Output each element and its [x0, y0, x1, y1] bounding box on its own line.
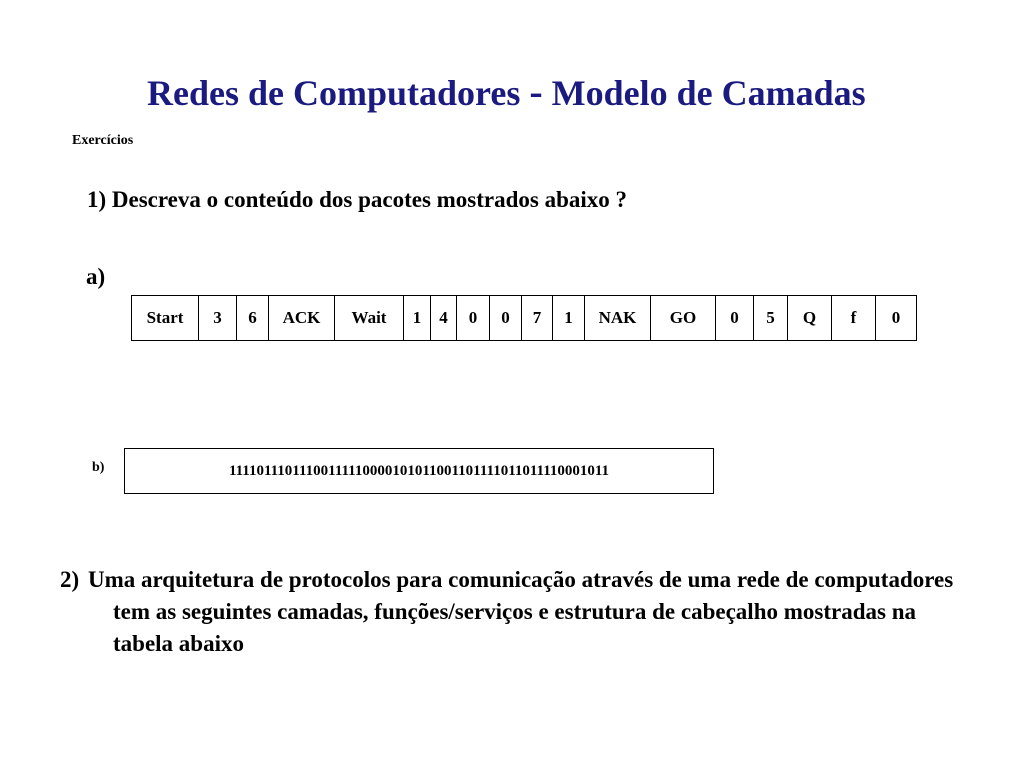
question-2-number: 2)	[60, 567, 80, 592]
packet-field: Wait	[334, 295, 404, 341]
packet-b-bits: 11110111011100111110000101011001101111011011110001011	[124, 448, 714, 494]
packet-field: GO	[650, 295, 716, 341]
packet-field: 0	[715, 295, 754, 341]
packet-field: Start	[131, 295, 199, 341]
question-2-text: Uma arquitetura de protocolos para comunicação através de uma rede de computadores tem as seguintes camadas, funções/serviços e estrutura de cabeçalho mostradas na tabela abaixo	[88, 567, 954, 656]
packet-field: 4	[430, 295, 457, 341]
packet-field: 5	[753, 295, 788, 341]
packet-field: 7	[521, 295, 553, 341]
packet-field: 0	[456, 295, 490, 341]
packet-field: ACK	[268, 295, 335, 341]
packet-field: 1	[403, 295, 431, 341]
title-separator: -	[529, 69, 543, 114]
packet-field: 6	[236, 295, 269, 341]
part-b-label: b)	[92, 460, 105, 475]
packet-field: 0	[875, 295, 917, 341]
packet-field: f	[831, 295, 876, 341]
question-1-text: 1) Descreva o conteúdo dos pacotes mostrados abaixo ?	[87, 187, 628, 212]
packet-a-fields	[131, 295, 917, 341]
slide-title	[147, 70, 967, 115]
packet-field: 3	[198, 295, 237, 341]
section-label: Exercícios	[72, 133, 134, 148]
packet-field: 0	[489, 295, 522, 341]
packet-field: Q	[787, 295, 832, 341]
title-sub: Modelo de Camadas	[551, 73, 866, 113]
question-2	[60, 564, 960, 660]
packet-field: 1	[552, 295, 585, 341]
packet-field: NAK	[584, 295, 651, 341]
part-a-label: a)	[86, 264, 106, 289]
title-main: Redes de Computadores	[147, 73, 521, 113]
